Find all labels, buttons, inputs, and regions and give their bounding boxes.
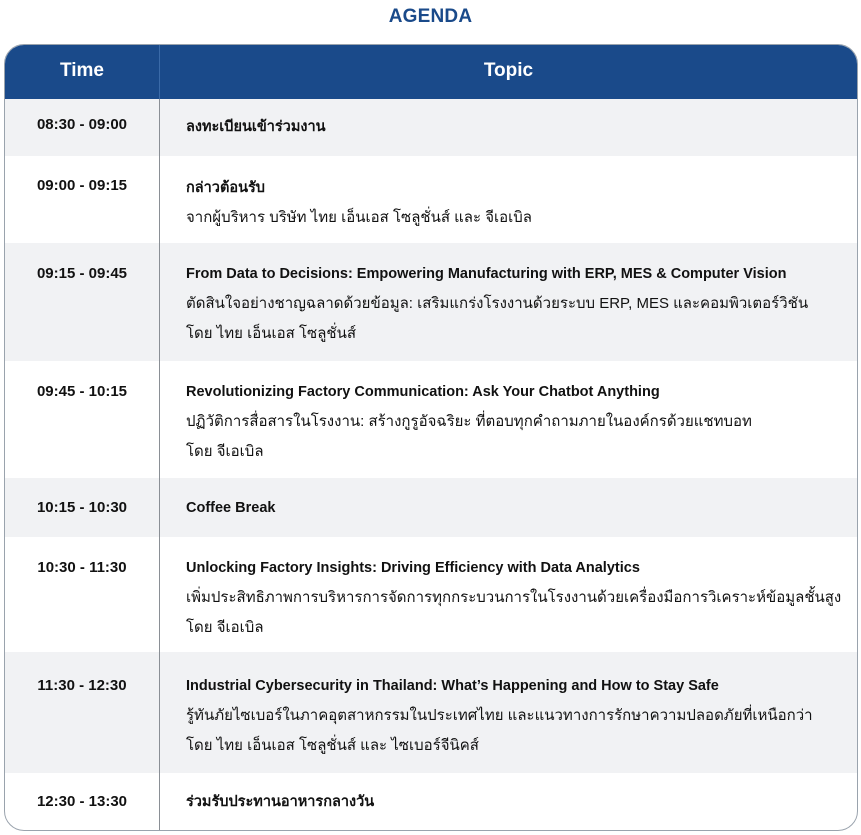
topic-line: โดย จีเอเบิล (186, 443, 264, 460)
row-topic (186, 377, 846, 467)
table-header (5, 45, 857, 99)
row-topic (186, 493, 846, 523)
agenda-row (5, 99, 857, 156)
topic-line: โดย ไทย เอ็นเอส โซลูชั่นส์ (186, 325, 357, 342)
row-topic (186, 112, 846, 142)
topic-line: โดย ไทย เอ็นเอส โซลูชั่นส์ และ ไซเบอร์จีนิคส์ (186, 737, 479, 754)
column-divider (159, 99, 160, 830)
topic-line: ปฏิวัติการสื่อสารในโรงงาน: สร้างกูรูอัจฉริยะ ที่ตอบทุกคำถามภายในองค์กรด้วยแชทบอท (186, 413, 752, 430)
row-topic (186, 173, 846, 233)
agenda-row (5, 537, 857, 652)
row-time: 12:30 - 13:30 (36, 793, 128, 810)
row-time: 10:30 - 11:30 (37, 559, 127, 576)
topic-title: ลงทะเบียนเข้าร่วมงาน (186, 119, 326, 135)
row-time: 09:00 - 09:15 (36, 177, 128, 194)
agenda-row (5, 652, 857, 773)
header-topic: Topic (483, 60, 534, 81)
row-topic (186, 259, 846, 349)
agenda-row (5, 361, 857, 478)
row-topic (186, 553, 846, 643)
row-topic (186, 671, 846, 761)
topic-title: Industrial Cybersecurity in Thailand: What’s Happening and How to Stay Safe (186, 678, 719, 694)
topic-title: ร่วมรับประทานอาหารกลางวัน (186, 794, 375, 810)
topic-title: Coffee Break (186, 500, 276, 516)
agenda-table (4, 44, 858, 831)
topic-title: From Data to Decisions: Empowering Manufacturing with ERP, MES & Computer Vision (186, 266, 787, 282)
topic-title: Unlocking Factory Insights: Driving Efficiency with Data Analytics (186, 560, 640, 576)
topic-line: รู้ทันภัยไซเบอร์ในภาคอุตสาหกรรมในประเทศไทย และแนวทางการรักษาความปลอดภัยที่เหนือกว่า (186, 707, 813, 724)
row-time: 10:15 - 10:30 (36, 499, 128, 516)
agenda-row (5, 773, 857, 830)
row-time: 09:15 - 09:45 (36, 265, 128, 282)
row-time: 11:30 - 12:30 (37, 677, 127, 694)
topic-line: เพิ่มประสิทธิภาพการบริหารการจัดการทุกกระบวนการในโรงงานด้วยเครื่องมือการวิเคราะห์ข้อมูลชั้นสูง (186, 589, 842, 606)
agenda-title: AGENDA (388, 6, 473, 27)
row-time: 09:45 - 10:15 (36, 383, 128, 400)
topic-line: ตัดสินใจอย่างชาญฉลาดด้วยข้อมูล: เสริมแกร่งโรงงานด้วยระบบ ERP, MES และคอมพิวเตอร์วิชัน (186, 295, 809, 312)
agenda-row (5, 156, 857, 243)
row-time: 08:30 - 09:00 (36, 116, 128, 133)
agenda-row (5, 243, 857, 361)
header-time: Time (59, 60, 104, 81)
row-topic (186, 787, 846, 817)
topic-line: จากผู้บริหาร บริษัท ไทย เอ็นเอส โซลูชั่นส์ และ จีเอเบิล (186, 209, 532, 226)
topic-title: กล่าวต้อนรับ (186, 180, 265, 196)
agenda-row (5, 478, 857, 537)
topic-title: Revolutionizing Factory Communication: Ask Your Chatbot Anything (186, 384, 660, 400)
topic-line: โดย จีเอเบิล (186, 619, 264, 636)
